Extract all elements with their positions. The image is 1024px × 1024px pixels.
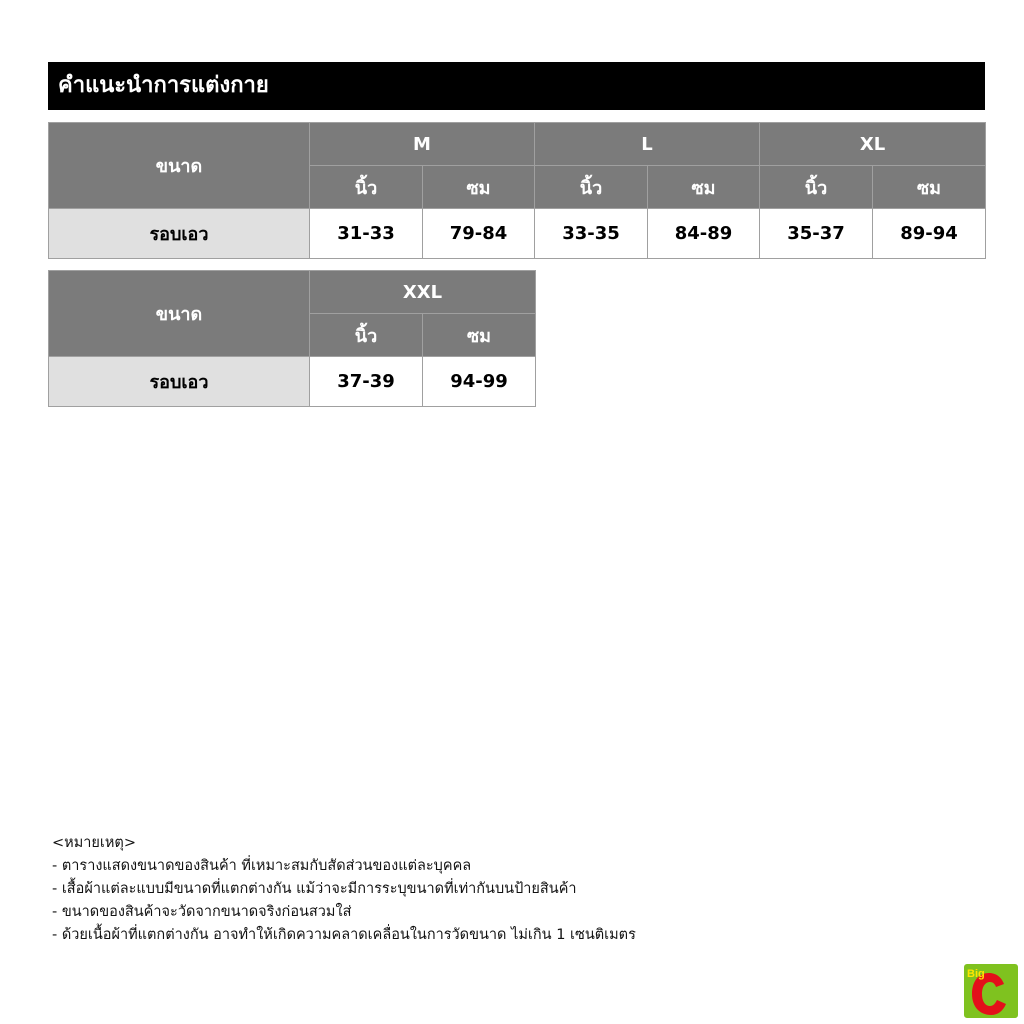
size-xl-header: XL [760,123,986,166]
svg-text:Big: Big [967,968,985,980]
size-table-m-l-xl [48,122,986,259]
note-line: - เสื้อผ้าแต่ละแบบมีขนาดที่แตกต่างกัน แม้ว่าจะมีการระบุขนาดที่เท่ากันบนป้ายสินค้า [52,881,577,897]
unit-inch-header: นิ้ว [310,314,423,357]
unit-cm-header: ซม [873,166,986,209]
waist-l-cm: 84-89 [648,209,760,259]
waist-row-label: รอบเอว [49,209,310,259]
notes-heading: <หมายเหตุ> [52,835,136,851]
size-xxl-header: XXL [310,271,536,314]
table-row [49,357,536,407]
note-line: - ด้วยเนื้อผ้าที่แตกต่างกัน อาจทำให้เกิดความคลาดเคลื่อนในการวัดขนาด ไม่เกิน 1 เซนติเมตร [52,927,636,943]
size-header: ขนาด [49,271,310,357]
size-m-header: M [310,123,535,166]
page-title: คำแนะนำการแต่งกาย [48,62,985,110]
waist-xxl-inch: 37-39 [310,357,423,407]
size-l-header: L [535,123,760,166]
waist-row-label: รอบเอว [49,357,310,407]
size-header: ขนาด [49,123,310,209]
unit-inch-header: นิ้ว [535,166,648,209]
notes-section [52,832,932,947]
note-line: - ขนาดของสินค้าจะวัดจากขนาดจริงก่อนสวมใส่ [52,904,352,920]
waist-m-inch: 31-33 [310,209,423,259]
note-line: - ตารางแสดงขนาดของสินค้า ที่เหมาะสมกับสัดส่วนของแต่ละบุคคล [52,858,472,874]
big-c-logo [964,964,1018,1018]
unit-cm-header: ซม [648,166,760,209]
waist-xxl-cm: 94-99 [423,357,536,407]
waist-xl-cm: 89-94 [873,209,986,259]
waist-xl-inch: 35-37 [760,209,873,259]
unit-cm-header: ซม [423,166,535,209]
waist-m-cm: 79-84 [423,209,535,259]
unit-inch-header: นิ้ว [310,166,423,209]
unit-inch-header: นิ้ว [760,166,873,209]
unit-cm-header: ซม [423,314,536,357]
size-table-xxl [48,270,536,407]
big-c-logo-icon [964,964,1018,1018]
waist-l-inch: 33-35 [535,209,648,259]
table-row [49,209,986,259]
